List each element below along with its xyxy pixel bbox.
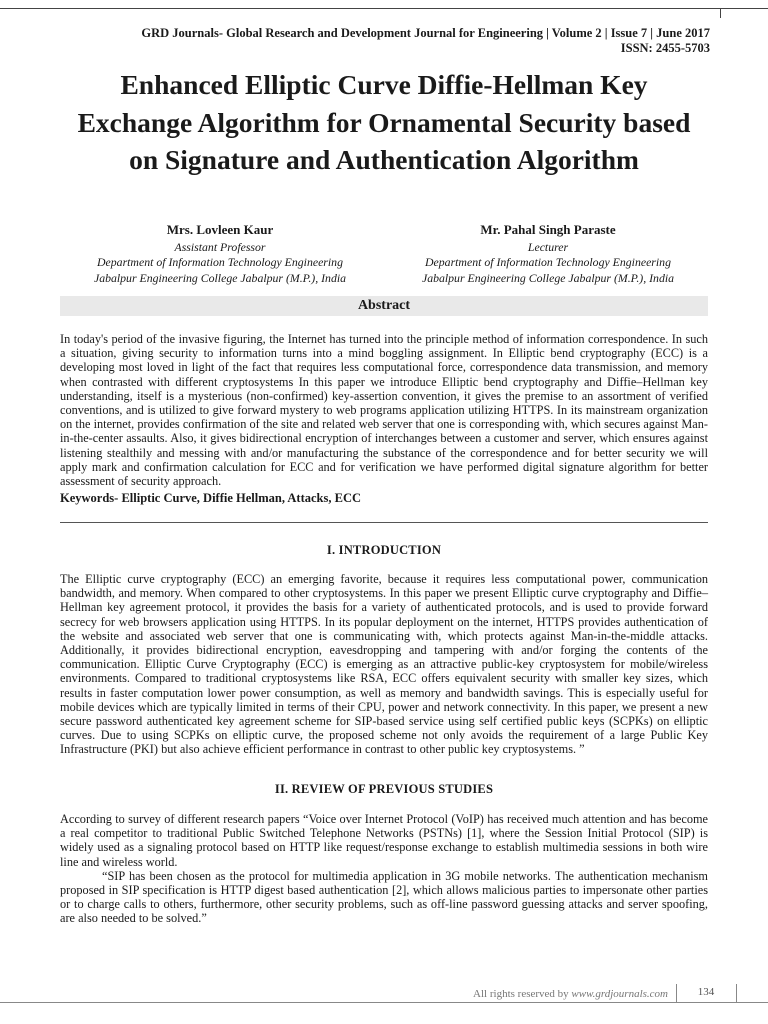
keywords: Keywords- Elliptic Curve, Diffie Hellman, Attacks, ECC xyxy=(60,491,362,505)
rights-text: All rights reserved by xyxy=(473,988,572,1000)
page-number: 134 xyxy=(697,986,715,998)
author-role: Assistant Professor xyxy=(174,239,266,254)
running-header xyxy=(60,26,710,56)
introduction-paragraph: The Elliptic curve cryptography (ECC) an emerging favorite, because it requires less computational power, communication bandwidth, and memory. When compared to other cryptosystems. In this paper we present Elliptic curve cryptography and Diffie–Hellman key agreement protocol, it provides the basis for a variety of authenticated protocols, and is used to provide forward secrecy for web browsers application using HTTPS. In its popular deployment on the internet, HTTPS provides authentication of the website and associated web server that one is communicating with, which protects against Man-in-the-middle attacks. Additionally, it provides bidirectional encryption, eavesdropping and tampering with and/or forging the contents of the communication. Elliptic Curve Cryptography (ECC) is emerging as an attractive public-key cryptosystem for mobile/wireless environments. Compared to traditional cryptosystems like RSA, ECC offers equivalent security with smaller key sizes, which results in faster computation lower power consumption, as well as memory and bandwidth savings. This is especially useful for mobile devices which are typically limited in terms of their CPU, power and network connectivity. In this paper, we present a new secure password authenticated key agreement scheme for SIP-based service using self certified public keys (SCPKs) on elliptic curves. Due to using SCPKs on elliptic curve, the proposed scheme not only avoids the requirement of a large Public Key Infrastructure (PKI) but also achieve efficient performance in contrast to other public key cryptosystems. ” xyxy=(60,572,708,757)
footer-rule xyxy=(0,1002,768,1003)
review-paragraph-1: According to survey of different research papers “Voice over Internet Protocol (VoIP) has received much attention and has become a real competitor to traditional Public Switched Telephone Networks (PSTNs) [1], where the Session Initial Protocol (SIP) is widely used as a signaling protocol based on HTTP like request/response exchange to establish multimedia sessions in both wire line and wireless world. xyxy=(60,812,708,869)
abstract-text: In today's period of the invasive figuring, the Internet has turned into the principle method of information correspondence. In such a situation, giving security to information turns into a mind boggling assignment. In Elliptic bend cryptography (ECC) is a developing most loved in light of the fact that requires less computational force, correspondence data transmission, and memory when contrasted with different cryptosystems In this paper we introduce Elliptic bend cryptography and Diffie–Hellman key understanding, itself is a mysterious (non-confirmed) key-assertion convention, it gives the premise to an assortment of verified conventions, and is utilized to give forward mystery to web programs application utilizing HTTPS. In its mainstream organization on the internet, provides confirmation of the site and related web server that one is corresponding with, which secures against Man-in-the-center assaults. Also, it gives bidirectional encryption of interchanges between a customer and server, which ensures against listening stealthily and messing with and/or manufacturing the substance of the correspondence and for better security we will apply mark and confirmation calculation for ECC and for verification we have performed digital signature algorithm for better assessment of security approach. xyxy=(60,332,708,489)
author-inst: Jabalpur Engineering College Jabalpur (M.P.), India xyxy=(421,270,675,285)
abstract-divider xyxy=(60,522,708,523)
footer-box-edge xyxy=(736,984,737,1002)
review-paragraph-2: “SIP has been chosen as the protocol for multimedia application in 3G mobile networks. The authentication mechanism proposed in SIP specification is HTTP digest based authentication [2], which allows malicious parties to impersonate other parties or to charge calls to others, furthermore, other security problems, such as off-line password guessing attacks and server spoofing, are also needed to be solved.” xyxy=(60,868,708,926)
paper-title: Enhanced Elliptic Curve Diffie-Hellman Key Exchange Algorithm for Ornamental Security based on Signature and Authentication Algorithm xyxy=(77,69,691,175)
author-name: Mrs. Lovleen Kaur xyxy=(166,222,274,237)
author-inst: Jabalpur Engineering College Jabalpur (M.P.), India xyxy=(93,270,347,285)
header-rule xyxy=(0,8,768,9)
author-block-2 xyxy=(388,222,708,286)
author-name: Mr. Pahal Singh Paraste xyxy=(480,222,616,237)
header-corner-mark xyxy=(720,8,721,18)
abstract-heading: Abstract xyxy=(60,296,708,316)
section-heading-introduction: I. INTRODUCTION xyxy=(326,543,442,557)
author-dept: Department of Information Technology Engineering xyxy=(425,255,671,269)
author-dept: Department of Information Technology Engineering xyxy=(97,255,343,269)
journal-line: GRD Journals- Global Research and Development Journal for Engineering | Volume 2 | Issue 7 | June 2017 xyxy=(141,26,710,40)
author-block-1 xyxy=(60,222,380,286)
issn: ISSN: 2455-5703 xyxy=(620,41,710,55)
review-body xyxy=(60,812,708,926)
journal-site-link[interactable]: www.grdjournals.com xyxy=(571,988,668,1000)
footer-rights xyxy=(380,988,668,1000)
author-role: Lecturer xyxy=(527,239,569,254)
section-heading-review: II. REVIEW OF PREVIOUS STUDIES xyxy=(274,782,494,796)
